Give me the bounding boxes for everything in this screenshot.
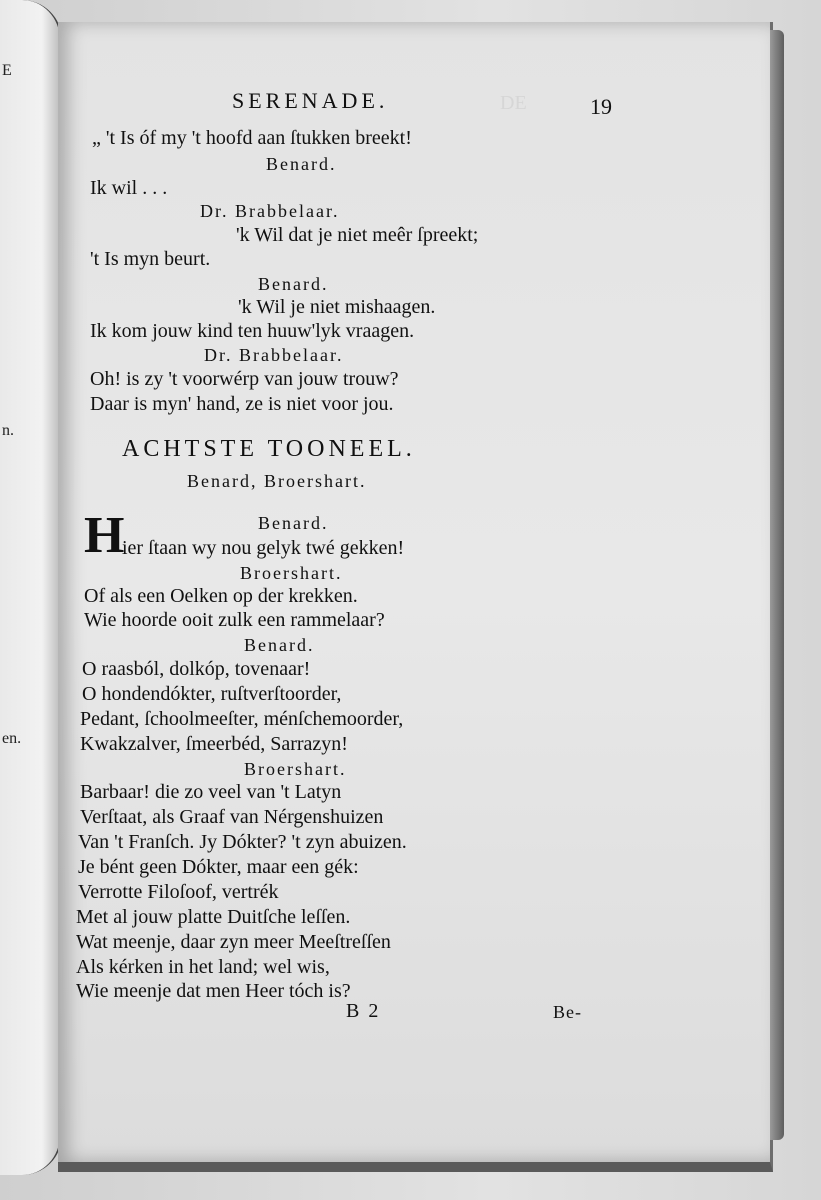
left-page-fragment: E [2,62,12,79]
verse-line: O hondendókter, ruſtverſtoorder, [82,683,342,705]
left-page-fragment: en. [2,730,22,747]
left-page-fragment: n. [2,422,14,439]
verse-line: Wat meenje, daar zyn meer Meeſtreſſen [76,931,391,953]
verse-line: Als kérken in het land; wel wis, [76,956,330,978]
signature-mark: B 2 [346,1000,381,1022]
verse-line: O raasból, dolkóp, tovenaar! [82,658,311,680]
page-number: 19 [590,94,612,119]
speaker-name: Benard. [244,635,315,655]
verse-line: Verrotte Filoſoof, vertrék [78,881,279,903]
speaker-name: Broershart. [240,563,343,583]
speaker-name: Benard. [266,154,337,174]
verse-line: „ 't Is óf my 't hoofd aan ſtukken breekt! [92,127,412,149]
speaker-name: Broershart. [244,759,347,779]
verse-line: Daar is myn' hand, ze is niet voor jou. [90,393,394,415]
verse-line: Wie hoorde ooit zulk een rammelaar? [84,609,385,631]
verse-line: 'k Wil dat je niet meêr ſpreekt; [236,224,479,246]
verse-line: Met al jouw platte Duitſche leſſen. [76,906,351,928]
running-head: SERENADE. [232,88,389,113]
verse-line: Ik wil . . . [90,177,168,199]
verse-line: Van 't Franſch. Jy Dókter? 't zyn abuizen. [78,831,407,853]
verse-line: ier ſtaan wy nou gelyk twé gekken! [122,537,405,559]
verse-line: Kwakzalver, ſmeerbéd, Sarrazyn! [80,733,348,755]
verse-line: Je bént geen Dókter, maar een gék: [78,856,359,878]
verse-line: Barbaar! die zo veel van 't Latyn [80,781,342,803]
verse-line: 't Is myn beurt. [90,248,211,270]
scene-heading: ACHTSTE TOONEEL. [122,436,416,462]
verse-line: Wie meenje dat men Heer tóch is? [76,980,351,1002]
speaker-name: Dr. Brabbelaar. [204,345,344,365]
speaker-name: Benard. [258,513,329,533]
verse-line: 'k Wil je niet mishaagen. [238,296,436,318]
bleed-through: DE [500,92,527,114]
drop-cap: H [84,507,125,564]
verse-line: Ik kom jouw kind ten huuw'lyk vraagen. [90,320,415,342]
scene-characters: Benard, Broershart. [187,471,367,491]
catchword: Be- [553,1002,582,1022]
verse-line: Verſtaat, als Graaf van Nérgenshuizen [80,806,384,828]
verse-line: Of als een Oelken op der krekken. [84,585,358,607]
speaker-name: Dr. Brabbelaar. [200,201,340,221]
speaker-name: Benard. [258,274,329,294]
verse-line: Pedant, ſchoolmeeſter, ménſchemoorder, [80,708,404,730]
verse-line: Oh! is zy 't voorwérp van jouw trouw? [90,368,399,390]
